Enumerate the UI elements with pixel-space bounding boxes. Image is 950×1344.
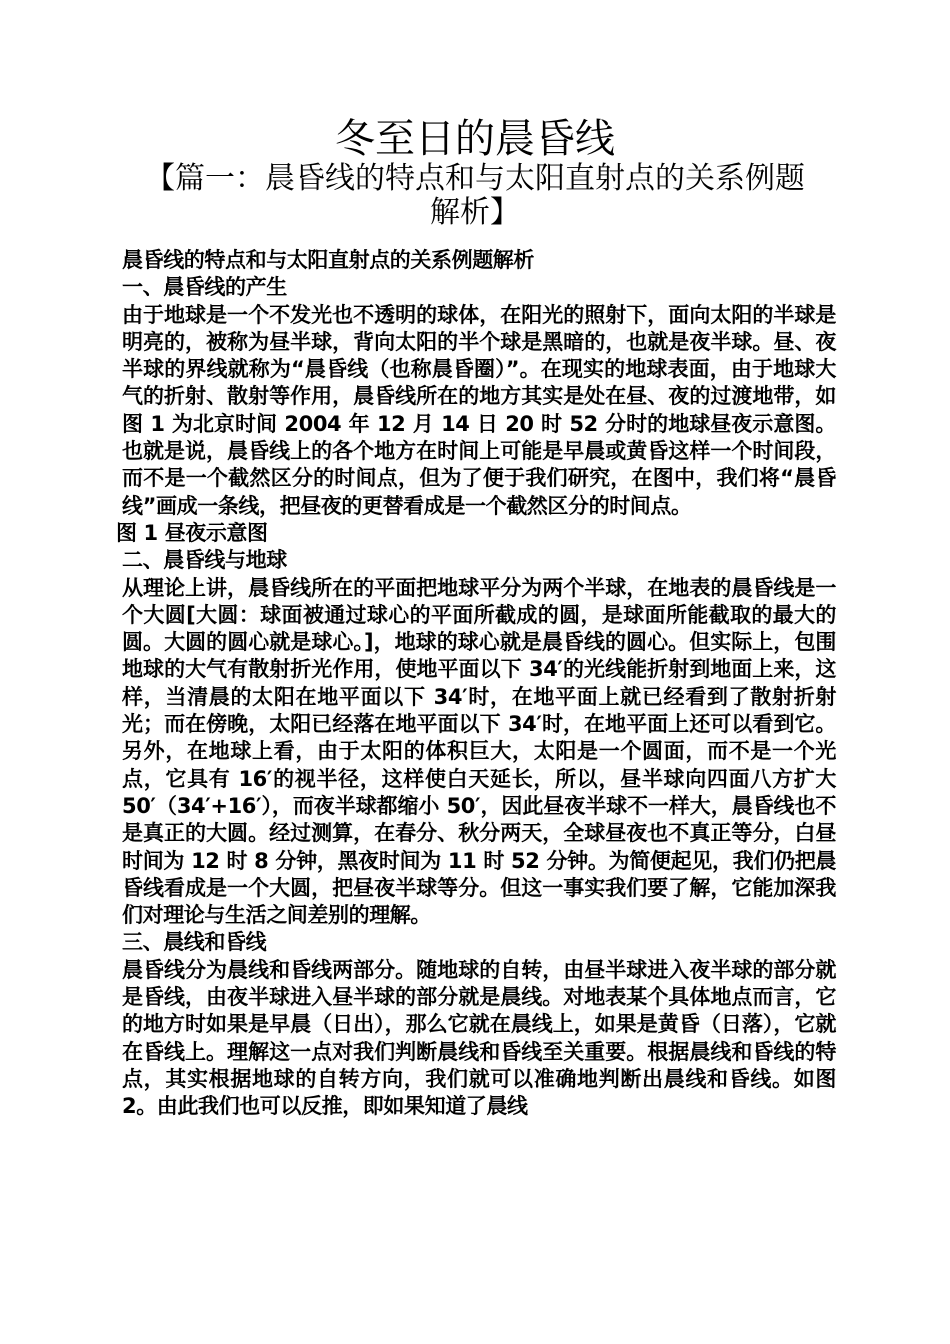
document-subtitle: 【篇一：晨昏线的特点和与太阳直射点的关系例题解析】 xyxy=(145,161,805,230)
section-heading: 一、晨昏线的产生 xyxy=(122,275,287,300)
body-paragraph: 晨昏线分为晨线和昏线两部分。随地球的自转，由昼半球进入夜半球的部分就是昏线，由夜半球进入昼半球的部分就是晨线。对地表某个具体地点而言，它的地方时如果是早晨（日出），那么它就在晨线上，如果是黄昏（日落），它就在昏线上。理解这一点对我们判断晨线和昏线至关重要。根据晨线和昏线的特点，其实根据地球的自转方向，我们就可以准确地判断出晨线和昏线。如图 2。由此我们也可以反推，即如果知道了晨线 xyxy=(122,957,836,1119)
figure-caption: 图 1 昼夜示意图 xyxy=(116,520,268,545)
section-heading: 二、晨昏线与地球 xyxy=(122,548,287,573)
body-paragraph: 由于地球是一个不发光也不透明的球体，在阳光的照射下，面向太阳的半球是明亮的，被称为昼半球，背向太阳的半个球是黑暗的，也就是夜半球。昼、夜半球的界线就称为“晨昏线（也称晨昏圈）”。在现实的地球表面，由于地球大气的折射、散射等作用，晨昏线所在的地方其实是处在昼、夜的过渡地带，如图 1 为北京时间 2004 年 12 月 14 日 20 时 52 分时的地球昼夜示意图。也就是说，晨昏线上的各个地方在时间上可能是早晨或黄昏这样一个时间段，而不是一个截然区分的时间点，但为了便于我们研究，在图中，我们将“晨昏线”画成一条线，把昼夜的更替看成是一个截然区分的时间点。 xyxy=(122,302,836,518)
section-heading: 晨昏线的特点和与太阳直射点的关系例题解析 xyxy=(122,248,534,272)
section-heading: 三、晨线和昏线 xyxy=(122,930,267,955)
document-title: 冬至日的晨昏线 xyxy=(335,116,615,162)
document-body xyxy=(116,247,836,1121)
body-paragraph: 从理论上讲，晨昏线所在的平面把地球平分为两个半球，在地表的晨昏线是一个大圆[大圆：球面被通过球心的平面所截成的圆，是球面所能截取的最大的圆。大圆的圆心就是球心。]，地球的球心就是晨昏线的圆心。但实际上，包围地球的大气有散射折光作用，使地平面以下 34′的光线能折射到地面上来，这样，当清晨的太阳在地平面以下 34′时，在地平面上就已经看到了散射折射光；而在傍晚，太阳已经落在地平面以下 34′时，在地平面上还可以看到它。另外，在地球上看，由于太阳的体积巨大，太阳是一个圆面，而不是一个光点，它具有 16′的视半径，这样使白天延长，所以，昼半球向四面八方扩大 50′（34′+16′），而夜半球都缩小 50′，因此昼夜半球不一样大，晨昏线也不是真正的大圆。经过测算，在春分、秋分两天，全球昼夜也不真正等分，白昼时间为 12 时 8 分钟，黑夜时间为 11 时 52 分钟。为简便起见，我们仍把晨昏线看成是一个大圆，把昼夜半球等分。但这一事实我们要了解，它能加深我们对理论与生活之间差别的理解。 xyxy=(122,575,836,928)
